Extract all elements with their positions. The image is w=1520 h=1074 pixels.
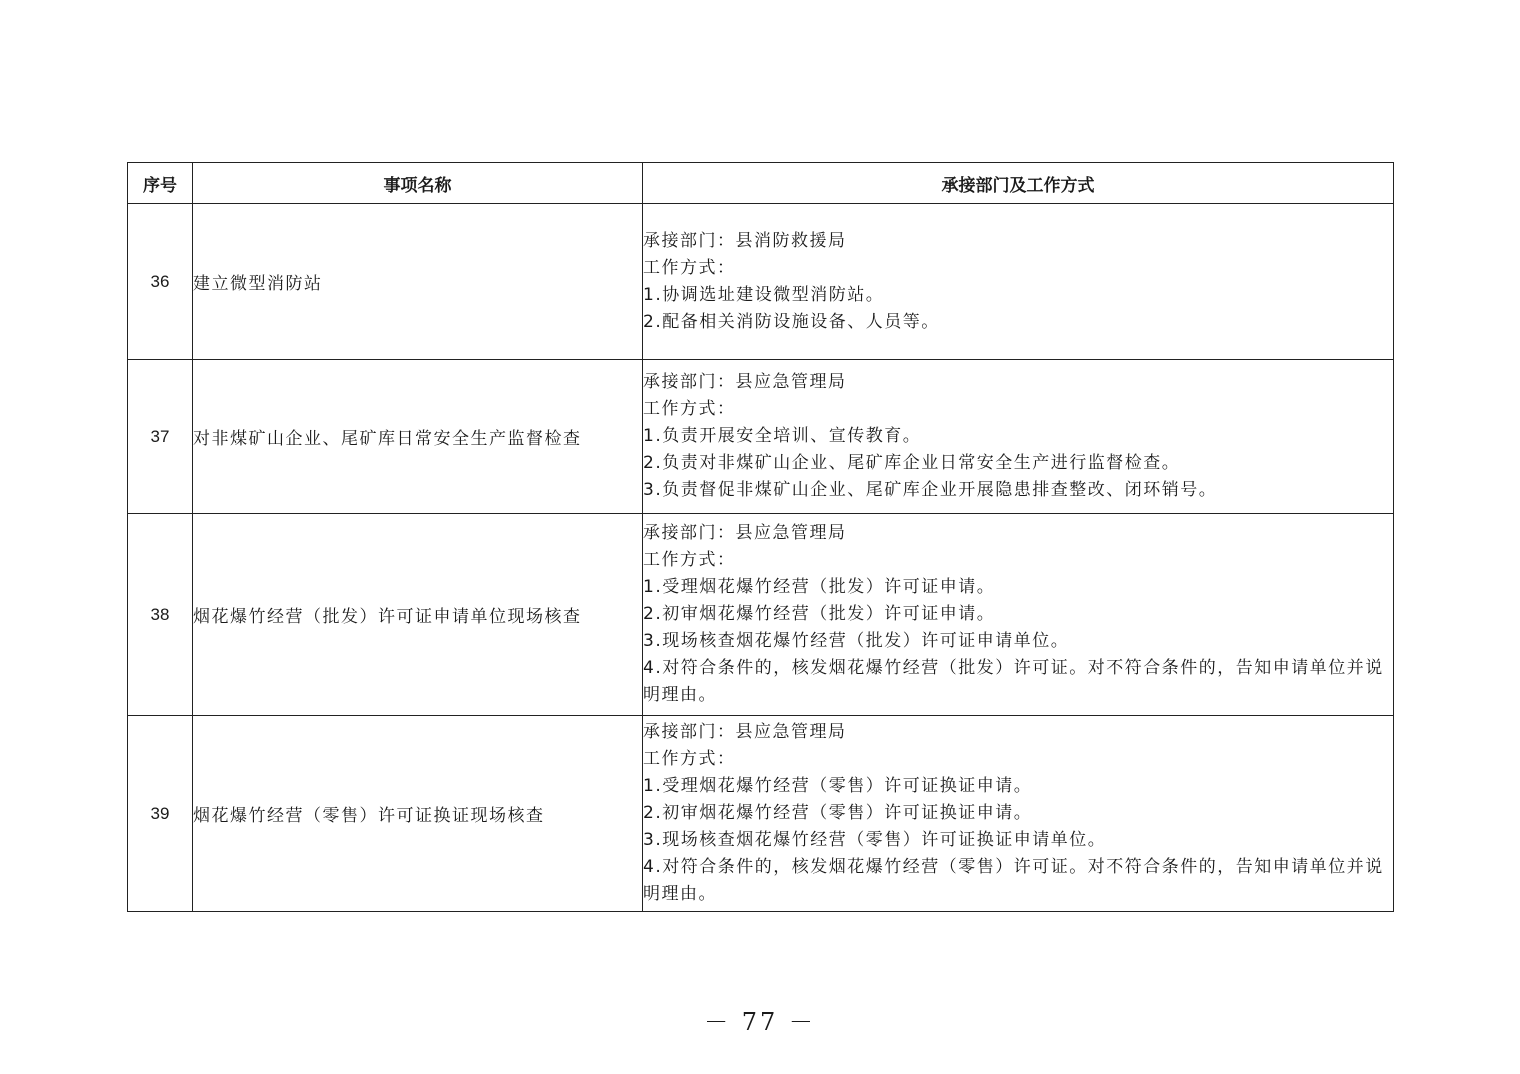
row-number: 38 [128, 514, 193, 716]
item-name: 对非煤矿山企业、尾矿库日常安全生产监督检查 [193, 360, 643, 514]
method-step: 4.对符合条件的，核发烟花爆竹经营（批发）许可证。对不符合条件的，告知申请单位并说明理由。 [643, 658, 1384, 705]
method-step: 1.受理烟花爆竹经营（批发）许可证申请。 [643, 577, 996, 597]
method-step: 4.对符合条件的，核发烟花爆竹经营（零售）许可证。对不符合条件的，告知申请单位并说明理由。 [643, 857, 1384, 904]
method-step: 2.初审烟花爆竹经营（批发）许可证申请。 [643, 604, 996, 624]
header-name: 事项名称 [193, 163, 643, 204]
method-label: 工作方式： [643, 257, 736, 278]
method-step: 1.受理烟花爆竹经营（零售）许可证换证申请。 [643, 776, 1033, 796]
method-step: 2.初审烟花爆竹经营（零售）许可证换证申请。 [643, 803, 1033, 823]
header-detail: 承接部门及工作方式 [643, 163, 1394, 204]
department: 承接部门：县应急管理局 [643, 523, 847, 543]
row-number: 36 [128, 204, 193, 360]
page-number: － 77 － [704, 1008, 816, 1036]
table-row [128, 360, 1394, 514]
item-detail [643, 360, 1394, 514]
method-step: 3.现场核查烟花爆竹经营（批发）许可证申请单位。 [643, 631, 1070, 651]
row-number: 39 [128, 716, 193, 912]
method-step: 3.现场核查烟花爆竹经营（零售）许可证换证申请单位。 [643, 830, 1107, 850]
table-row [128, 716, 1394, 912]
department: 承接部门：县应急管理局 [643, 722, 847, 742]
item-name: 烟花爆竹经营（零售）许可证换证现场核查 [193, 716, 643, 912]
method-label: 工作方式： [643, 749, 736, 769]
method-step: 1.协调选址建设微型消防站。 [643, 284, 885, 305]
items-table [127, 162, 1394, 912]
department: 承接部门：县消防救援局 [643, 230, 847, 251]
method-step: 2.负责对非煤矿山企业、尾矿库企业日常安全生产进行监督检查。 [643, 453, 1181, 473]
department: 承接部门：县应急管理局 [643, 372, 847, 392]
method-step: 3.负责督促非煤矿山企业、尾矿库企业开展隐患排查整改、闭环销号。 [643, 480, 1218, 500]
item-detail [643, 716, 1394, 912]
method-label: 工作方式： [643, 399, 736, 419]
table-row [128, 514, 1394, 716]
document-page [127, 162, 1393, 912]
method-step: 1.负责开展安全培训、宣传教育。 [643, 426, 922, 446]
item-name: 烟花爆竹经营（批发）许可证申请单位现场核查 [193, 514, 643, 716]
method-label: 工作方式： [643, 550, 736, 570]
item-detail [643, 204, 1394, 360]
header-row [128, 163, 1394, 204]
item-name: 建立微型消防站 [193, 204, 643, 360]
table-row [128, 204, 1394, 360]
row-number: 37 [128, 360, 193, 514]
header-no: 序号 [128, 163, 193, 204]
item-detail [643, 514, 1394, 716]
method-step: 2.配备相关消防设施设备、人员等。 [643, 311, 940, 332]
